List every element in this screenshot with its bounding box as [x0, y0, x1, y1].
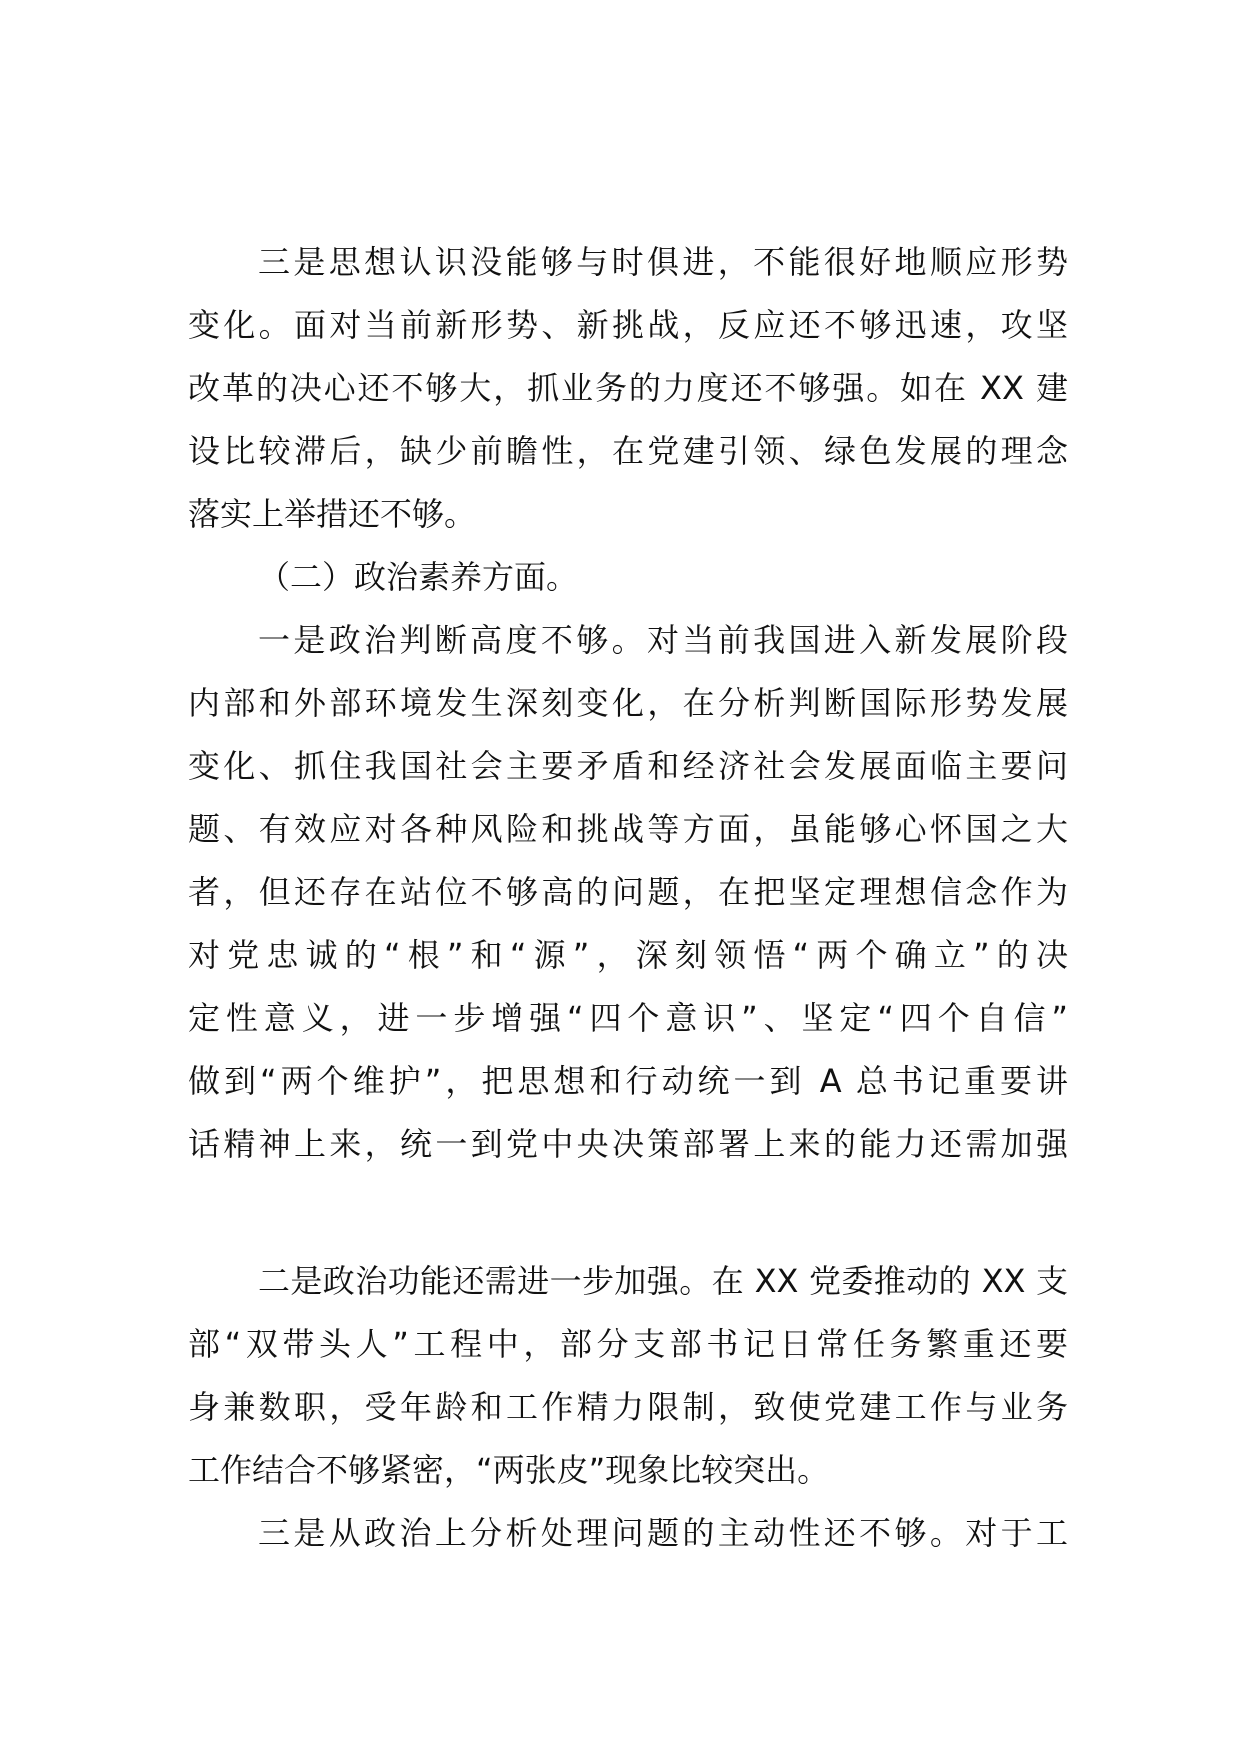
text-line: 二是政治功能还需进一步加强。在 XX 党委推动的 XX 支 — [258, 1262, 1068, 1300]
text-line: 题、有效应对各种风险和挑战等方面，虽能够心怀国之大 — [188, 810, 1068, 848]
text-line: 变化。面对当前新形势、新挑战，反应还不够迅速，攻坚 — [188, 306, 1068, 344]
text-line: 改革的决心还不够大，抓业务的力度还不够强。如在 XX 建 — [188, 369, 1068, 407]
text-line: 做到“两个维护”，把思想和行动统一到 A 总书记重要讲 — [188, 1062, 1068, 1100]
text-line: 工作结合不够紧密，“两张皮”现象比较突出。 — [188, 1451, 830, 1489]
text-line: 一是政治判断高度不够。对当前我国进入新发展阶段 — [258, 621, 1068, 659]
text-line: 内部和外部环境发生深刻变化，在分析判断国际形势发展 — [188, 684, 1068, 722]
section-heading: （二）政治素养方面。 — [258, 558, 579, 596]
text-line: 者，但还存在站位不够高的问题，在把坚定理想信念作为 — [188, 873, 1068, 911]
text-line: 落实上举措还不够。 — [188, 495, 477, 533]
text-line: 部“双带头人”工程中，部分支部书记日常任务繁重还要 — [188, 1325, 1068, 1363]
text-line: 对党忠诚的“根”和“源”，深刻领悟“两个确立”的决 — [188, 936, 1068, 974]
text-line: 身兼数职，受年龄和工作精力限制，致使党建工作与业务 — [188, 1388, 1068, 1426]
text-line: 设比较滞后，缺少前瞻性，在党建引领、绿色发展的理念 — [188, 432, 1068, 470]
text-line: 三是思想认识没能够与时俱进，不能很好地顺应形势 — [258, 243, 1068, 281]
text-line: 话精神上来，统一到党中央决策部署上来的能力还需加强 — [188, 1125, 1068, 1163]
text-line: 变化、抓住我国社会主要矛盾和经济社会发展面临主要问 — [188, 747, 1068, 785]
text-line: 定性意义，进一步增强“四个意识”、坚定“四个自信” — [188, 999, 1068, 1037]
text-line: 三是从政治上分析处理问题的主动性还不够。对于工 — [258, 1514, 1068, 1552]
